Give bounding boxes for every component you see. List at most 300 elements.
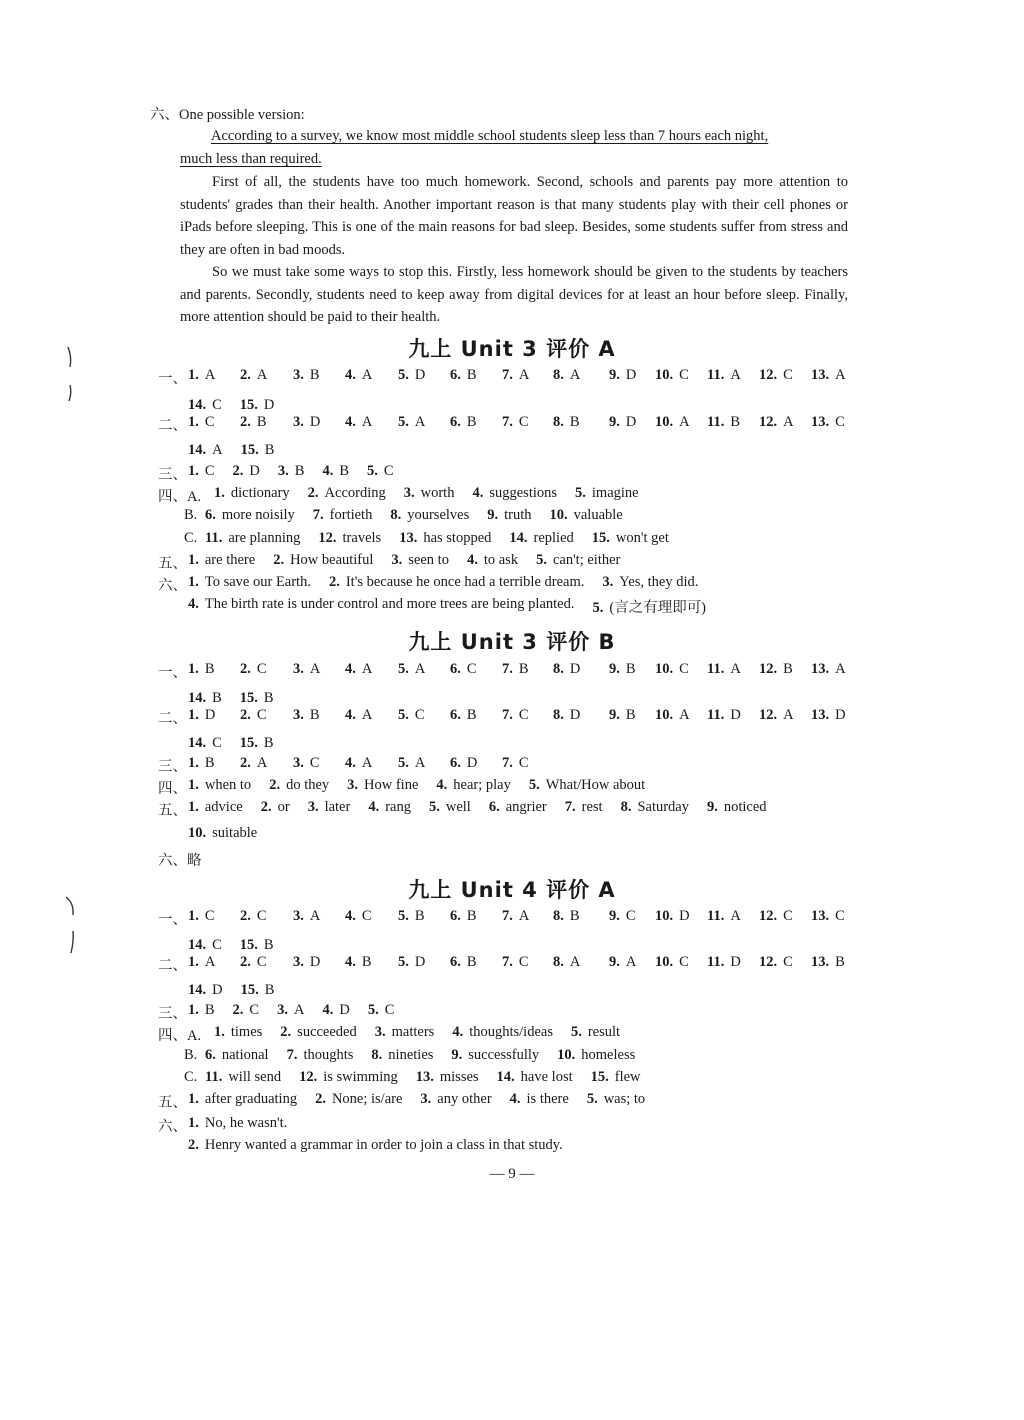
answer-number: 8.	[620, 799, 632, 815]
answer-number: 2.	[240, 414, 251, 430]
scan-edge-mark	[60, 895, 82, 955]
answer-number: 3.	[420, 1091, 432, 1107]
answer-value: B	[466, 367, 477, 383]
answer-value: result	[587, 1024, 621, 1040]
answer-item	[188, 414, 215, 431]
answer-number: 3.	[374, 1024, 386, 1040]
answer-value: C	[212, 397, 222, 413]
answer-value: suggestions	[489, 485, 558, 501]
answer-item	[811, 367, 846, 384]
answer-number: 4.	[345, 954, 356, 970]
answer-item	[188, 825, 257, 842]
answer-item	[416, 1069, 479, 1086]
answer-number: 3.	[307, 799, 319, 815]
answer-value: C	[384, 1002, 395, 1018]
answer-number: 5.	[367, 463, 378, 479]
answer-value: B	[204, 1002, 215, 1018]
answer-number: 6.	[450, 661, 461, 677]
answer-value: D	[625, 414, 637, 430]
answer-number: 7.	[502, 414, 513, 430]
answer-item	[188, 735, 222, 752]
answer-number: 1.	[214, 1024, 225, 1040]
answer-value: A	[625, 954, 637, 970]
answer-item	[398, 414, 425, 431]
answer-item	[240, 954, 267, 971]
answer-value: A	[361, 414, 373, 430]
question-group-label: 三、	[158, 759, 187, 775]
answer-value: rest	[581, 799, 603, 815]
answer-value: dictionary	[230, 485, 290, 501]
answer-number: 1.	[188, 755, 199, 771]
answer-value: worth	[420, 485, 455, 501]
answer-item	[420, 1091, 491, 1108]
answer-value: C	[212, 735, 222, 751]
answer-value: C	[783, 954, 793, 970]
answer-value: C	[835, 414, 845, 430]
answer-item	[205, 1047, 269, 1064]
answer-value: B	[264, 982, 275, 998]
answer-item	[287, 1047, 354, 1064]
answer-value: travels	[342, 530, 382, 546]
answer-item	[467, 552, 518, 569]
question-group-label: 三、	[158, 1006, 187, 1022]
answer-value: C	[518, 414, 529, 430]
answer-value: times	[230, 1024, 263, 1040]
answer-value: No, he wasn't.	[204, 1115, 288, 1131]
answer-number: 5.	[570, 1024, 582, 1040]
answer-item	[278, 463, 305, 480]
answer-item	[315, 1091, 402, 1108]
answer-value: B	[309, 707, 320, 723]
answer-item	[450, 755, 477, 772]
answer-item	[602, 574, 698, 591]
answer-item	[240, 908, 267, 925]
answer-value: C	[249, 1002, 260, 1018]
answer-number: 2.	[232, 1002, 244, 1018]
answer-value: C	[518, 707, 529, 723]
answer-item	[188, 661, 215, 678]
answer-number: 12.	[759, 367, 778, 383]
answer-value: A	[361, 755, 373, 771]
answer-item	[261, 799, 290, 816]
answer-item	[233, 463, 260, 480]
answer-value: homeless	[581, 1047, 636, 1063]
answer-item	[655, 908, 690, 925]
answer-number: 3.	[293, 414, 304, 430]
answer-item	[707, 799, 767, 816]
answer-number: 9.	[609, 367, 620, 383]
answer-number: 5.	[398, 908, 409, 924]
answer-number: 11.	[707, 954, 725, 970]
answer-item	[609, 367, 636, 384]
answer-number: 14.	[188, 937, 207, 953]
answer-item	[509, 530, 573, 547]
answer-number: 4.	[472, 485, 484, 501]
answer-number: 7.	[564, 799, 576, 815]
answer-item	[299, 1069, 398, 1086]
answer-item	[609, 908, 636, 925]
answer-number: 3.	[602, 574, 614, 590]
answer-item	[345, 954, 372, 971]
answer-value: Saturday	[637, 799, 689, 815]
answer-value: C	[466, 661, 477, 677]
answer-number: 12.	[299, 1069, 318, 1085]
answer-number: 15.	[239, 690, 258, 706]
answer-value: national	[221, 1047, 269, 1063]
answer-number: 13.	[399, 530, 418, 546]
answer-item	[452, 1024, 553, 1041]
answer-item	[188, 937, 222, 954]
answer-item	[240, 661, 267, 678]
question-group-label: 五、	[158, 803, 187, 819]
question-group-label: 二、	[158, 711, 187, 727]
answer-number: 4.	[345, 367, 356, 383]
answer-value: C	[783, 908, 793, 924]
answer-value: won't get	[615, 530, 669, 546]
answer-value: is swimming	[323, 1069, 398, 1085]
answer-value: imagine	[591, 485, 639, 501]
answer-value: B	[466, 954, 477, 970]
answer-value: B	[309, 367, 320, 383]
answer-number: 4.	[322, 463, 334, 479]
answer-item	[707, 707, 741, 724]
answer-item	[450, 908, 477, 925]
answer-value: A	[414, 755, 426, 771]
answer-number: 9.	[609, 414, 620, 430]
answer-item	[609, 954, 636, 971]
answer-item	[502, 954, 529, 971]
answer-number: 13.	[811, 367, 830, 383]
answer-value: flew	[614, 1069, 641, 1085]
answer-item	[293, 367, 320, 384]
answer-number: 13.	[811, 661, 830, 677]
answer-item	[436, 777, 510, 794]
answer-value: A	[309, 908, 321, 924]
answer-item	[398, 755, 425, 772]
answer-item	[655, 707, 690, 724]
answer-number: 9.	[706, 799, 718, 815]
answer-value: seen to	[408, 552, 449, 568]
answer-value: C	[212, 937, 222, 953]
question-group-label: 二、	[158, 418, 187, 434]
answer-value: D	[835, 707, 846, 723]
answer-number: 1.	[214, 485, 225, 501]
answer-number: 2.	[240, 707, 251, 723]
answer-number: 5.	[428, 799, 440, 815]
answer-value: C	[256, 707, 267, 723]
answer-number: 7.	[502, 367, 513, 383]
answer-value: According	[324, 485, 386, 501]
answer-item	[502, 707, 529, 724]
answer-value: D	[249, 463, 260, 479]
answer-item	[367, 463, 394, 480]
answer-number: 2.	[232, 463, 244, 479]
answer-item	[188, 1002, 215, 1019]
answer-value: B	[294, 463, 305, 479]
answer-item	[553, 414, 580, 431]
question-group-label: 六、	[158, 578, 187, 594]
answer-value: A	[730, 908, 741, 924]
answer-value: matters	[391, 1024, 435, 1040]
answer-value: B	[783, 661, 793, 677]
answer-value: D	[414, 954, 426, 970]
answer-value: later	[324, 799, 351, 815]
answer-number: 3.	[293, 707, 304, 723]
answer-value: C	[256, 908, 267, 924]
answer-item	[293, 707, 320, 724]
answer-item	[293, 908, 320, 925]
answer-item	[371, 1047, 433, 1064]
question-group-label: B.	[184, 1047, 198, 1063]
answer-number: 11.	[707, 367, 725, 383]
answer-value: C	[383, 463, 394, 479]
answer-number: 3.	[293, 367, 304, 383]
question-group-label: C.	[184, 530, 198, 546]
answer-value: truth	[504, 507, 532, 523]
answer-number: 13.	[811, 954, 830, 970]
answer-number: 9.	[451, 1047, 463, 1063]
answer-number: 14.	[188, 690, 207, 706]
answer-item	[553, 707, 580, 724]
answer-item	[510, 1091, 569, 1108]
answer-value: A	[256, 367, 268, 383]
answer-value: D	[339, 1002, 350, 1018]
question-group-label: 一、	[158, 912, 187, 928]
answer-value: A	[730, 661, 741, 677]
answer-value: B	[263, 690, 274, 706]
answer-item	[811, 661, 846, 678]
page-number: — 9 —	[489, 1166, 535, 1182]
answer-number: 5.	[528, 777, 540, 793]
answer-value: has stopped	[423, 530, 492, 546]
answer-value: C	[625, 908, 636, 924]
answer-item	[308, 799, 351, 816]
answer-value: yourselves	[407, 507, 470, 523]
answer-number: 1.	[188, 1115, 199, 1131]
answer-item	[575, 485, 639, 502]
answer-value: misses	[439, 1069, 479, 1085]
answer-number: 3.	[293, 954, 304, 970]
answer-value: well	[445, 799, 471, 815]
answer-item	[592, 530, 669, 547]
answer-item	[293, 414, 320, 431]
answer-number: 9.	[609, 661, 620, 677]
answer-number: 3.	[391, 552, 403, 568]
answer-value: advice	[204, 799, 243, 815]
answer-value: C	[679, 661, 689, 677]
answer-value: thoughts/ideas	[469, 1024, 553, 1040]
answer-item	[553, 367, 580, 384]
question-group-label: 二、	[158, 958, 187, 974]
answer-number: 3.	[277, 1002, 288, 1018]
answer-item	[655, 954, 689, 971]
answer-value: D	[309, 954, 321, 970]
answer-number: 1.	[188, 661, 199, 677]
answer-value: A	[835, 661, 846, 677]
answer-number: 10.	[188, 825, 207, 841]
answer-value: A	[361, 367, 373, 383]
answer-value: B	[204, 755, 215, 771]
answer-value: A	[414, 414, 426, 430]
answer-value: B	[518, 661, 529, 677]
answer-item	[489, 799, 547, 816]
answer-item	[188, 982, 223, 999]
answer-number: 1.	[188, 707, 199, 723]
answer-value: D	[569, 661, 581, 677]
answer-number: 5.	[536, 552, 547, 568]
answer-number: 10.	[557, 1047, 576, 1063]
answer-value: D	[730, 707, 741, 723]
answer-number: 4.	[466, 552, 478, 568]
answer-item	[293, 954, 320, 971]
answer-item	[404, 485, 455, 502]
answer-item	[707, 661, 741, 678]
answer-value: D	[204, 707, 216, 723]
answer-value: C	[783, 367, 793, 383]
answer-item	[241, 982, 275, 999]
answer-item	[399, 530, 491, 547]
answer-item	[707, 908, 741, 925]
answer-item	[345, 414, 372, 431]
essay-paragraph-1: First of all, the students have too much homework. Second, schools and parents pay more attention to students' grades than their health. Another important reason is that many students play with their cell phones or iPads before sleeping. This is one of the main reasons for bad sleep. Besides, some students suffer from stress and they are often in bad moods.	[180, 174, 848, 258]
answer-value: successfully	[468, 1047, 540, 1063]
answer-value: D	[466, 755, 478, 771]
answer-number: 5.	[367, 1002, 379, 1018]
answer-number: 15.	[239, 397, 258, 413]
answer-number: 13.	[811, 707, 830, 723]
answer-value: B	[361, 954, 372, 970]
answer-value: It's because he once had a terrible dream.	[345, 574, 585, 590]
answer-value: B	[466, 908, 477, 924]
answer-number: 5.	[398, 414, 409, 430]
answer-value: B	[625, 661, 636, 677]
answer-number: 7.	[502, 954, 513, 970]
answer-number: 15.	[590, 1069, 609, 1085]
answer-number: 12.	[759, 414, 778, 430]
answer-number: 2.	[315, 1091, 326, 1107]
answer-value: A	[293, 1002, 305, 1018]
answer-number: 1.	[188, 574, 199, 590]
answer-number: 2.	[307, 485, 319, 501]
answer-value: C	[204, 463, 215, 479]
answer-item	[759, 707, 794, 724]
answer-number: 14.	[188, 982, 207, 998]
answer-item	[375, 1024, 435, 1041]
answer-item	[240, 707, 267, 724]
question-group-label: 四、A.	[158, 489, 202, 505]
answer-number: 2.	[240, 367, 251, 383]
essay-underlined-line-1: According to a survey, we know most middle school students sleep less than 7 hours each night,	[211, 128, 769, 144]
answer-number: 6.	[450, 954, 461, 970]
answer-item	[398, 367, 425, 384]
answer-value: To save our Earth.	[204, 574, 311, 590]
answer-value: are planning	[228, 530, 301, 546]
answer-value: are there	[204, 552, 256, 568]
answer-number: 14.	[496, 1069, 515, 1085]
answer-item	[398, 707, 425, 724]
answer-item	[273, 552, 373, 569]
answer-value: D	[263, 397, 275, 413]
answer-value: B	[730, 414, 740, 430]
answer-value: A	[518, 367, 530, 383]
answer-item	[308, 485, 386, 502]
question-group-label: B.	[184, 507, 198, 523]
answer-value: B	[256, 414, 267, 430]
answer-number: 13.	[811, 908, 830, 924]
answer-item	[269, 777, 329, 794]
answer-item	[240, 937, 274, 954]
answer-item	[811, 908, 845, 925]
answer-number: 14.	[188, 442, 207, 458]
answer-item	[450, 661, 477, 678]
answer-value: The birth rate is under control and more trees are being planted.	[204, 596, 575, 612]
answer-item	[811, 707, 846, 724]
answer-value: A	[204, 954, 216, 970]
answer-number: 1.	[188, 908, 199, 924]
answer-number: 1.	[188, 552, 199, 568]
answer-item	[391, 552, 449, 569]
answer-item	[214, 485, 290, 502]
answer-item	[502, 414, 529, 431]
answer-item	[707, 367, 741, 384]
answer-item	[450, 954, 477, 971]
essay-underlined-line-2: much less than required.	[180, 151, 322, 167]
answer-item	[322, 463, 349, 480]
answer-number: 14.	[188, 397, 207, 413]
question-group-label: 一、	[158, 665, 187, 681]
answer-number: 15.	[240, 442, 259, 458]
answer-number: 11.	[707, 414, 725, 430]
answer-item	[609, 661, 636, 678]
answer-item	[345, 755, 372, 772]
answer-number: 5.	[398, 954, 409, 970]
answer-item	[188, 1137, 563, 1154]
answer-number: 13.	[811, 414, 830, 430]
answer-item	[759, 661, 793, 678]
answer-item	[188, 954, 215, 971]
answer-value: A	[569, 954, 581, 970]
answer-value: How beautiful	[290, 552, 374, 568]
answer-number: 5.	[398, 707, 409, 723]
answer-value: A	[309, 661, 321, 677]
answer-value: succeeded	[297, 1024, 357, 1040]
answer-value: Henry wanted a grammar in order to join a class in that study.	[204, 1137, 563, 1153]
answer-value: C	[361, 908, 372, 924]
answer-item	[233, 1002, 260, 1019]
answer-item	[655, 414, 690, 431]
answer-number: 1.	[188, 799, 199, 815]
answer-number: 11.	[707, 707, 725, 723]
answer-number: 3.	[293, 755, 304, 771]
answer-value: A	[835, 367, 846, 383]
answer-value: A	[204, 367, 216, 383]
answer-item	[240, 414, 267, 431]
section-title: 九上 Unit 3 评价 B	[408, 630, 616, 654]
answer-number: 10.	[655, 908, 674, 924]
answer-number: 5.	[398, 367, 409, 383]
answer-number: 6.	[450, 367, 461, 383]
answer-value: C	[835, 908, 845, 924]
answer-item	[529, 777, 645, 794]
answer-number: 11.	[707, 661, 725, 677]
question-group-label: 三、	[158, 467, 187, 483]
answer-item	[759, 367, 793, 384]
answer-number: 3.	[347, 777, 359, 793]
answer-item	[345, 908, 372, 925]
answer-value: D	[212, 982, 223, 998]
answer-item	[293, 661, 320, 678]
answer-value: valuable	[573, 507, 623, 523]
